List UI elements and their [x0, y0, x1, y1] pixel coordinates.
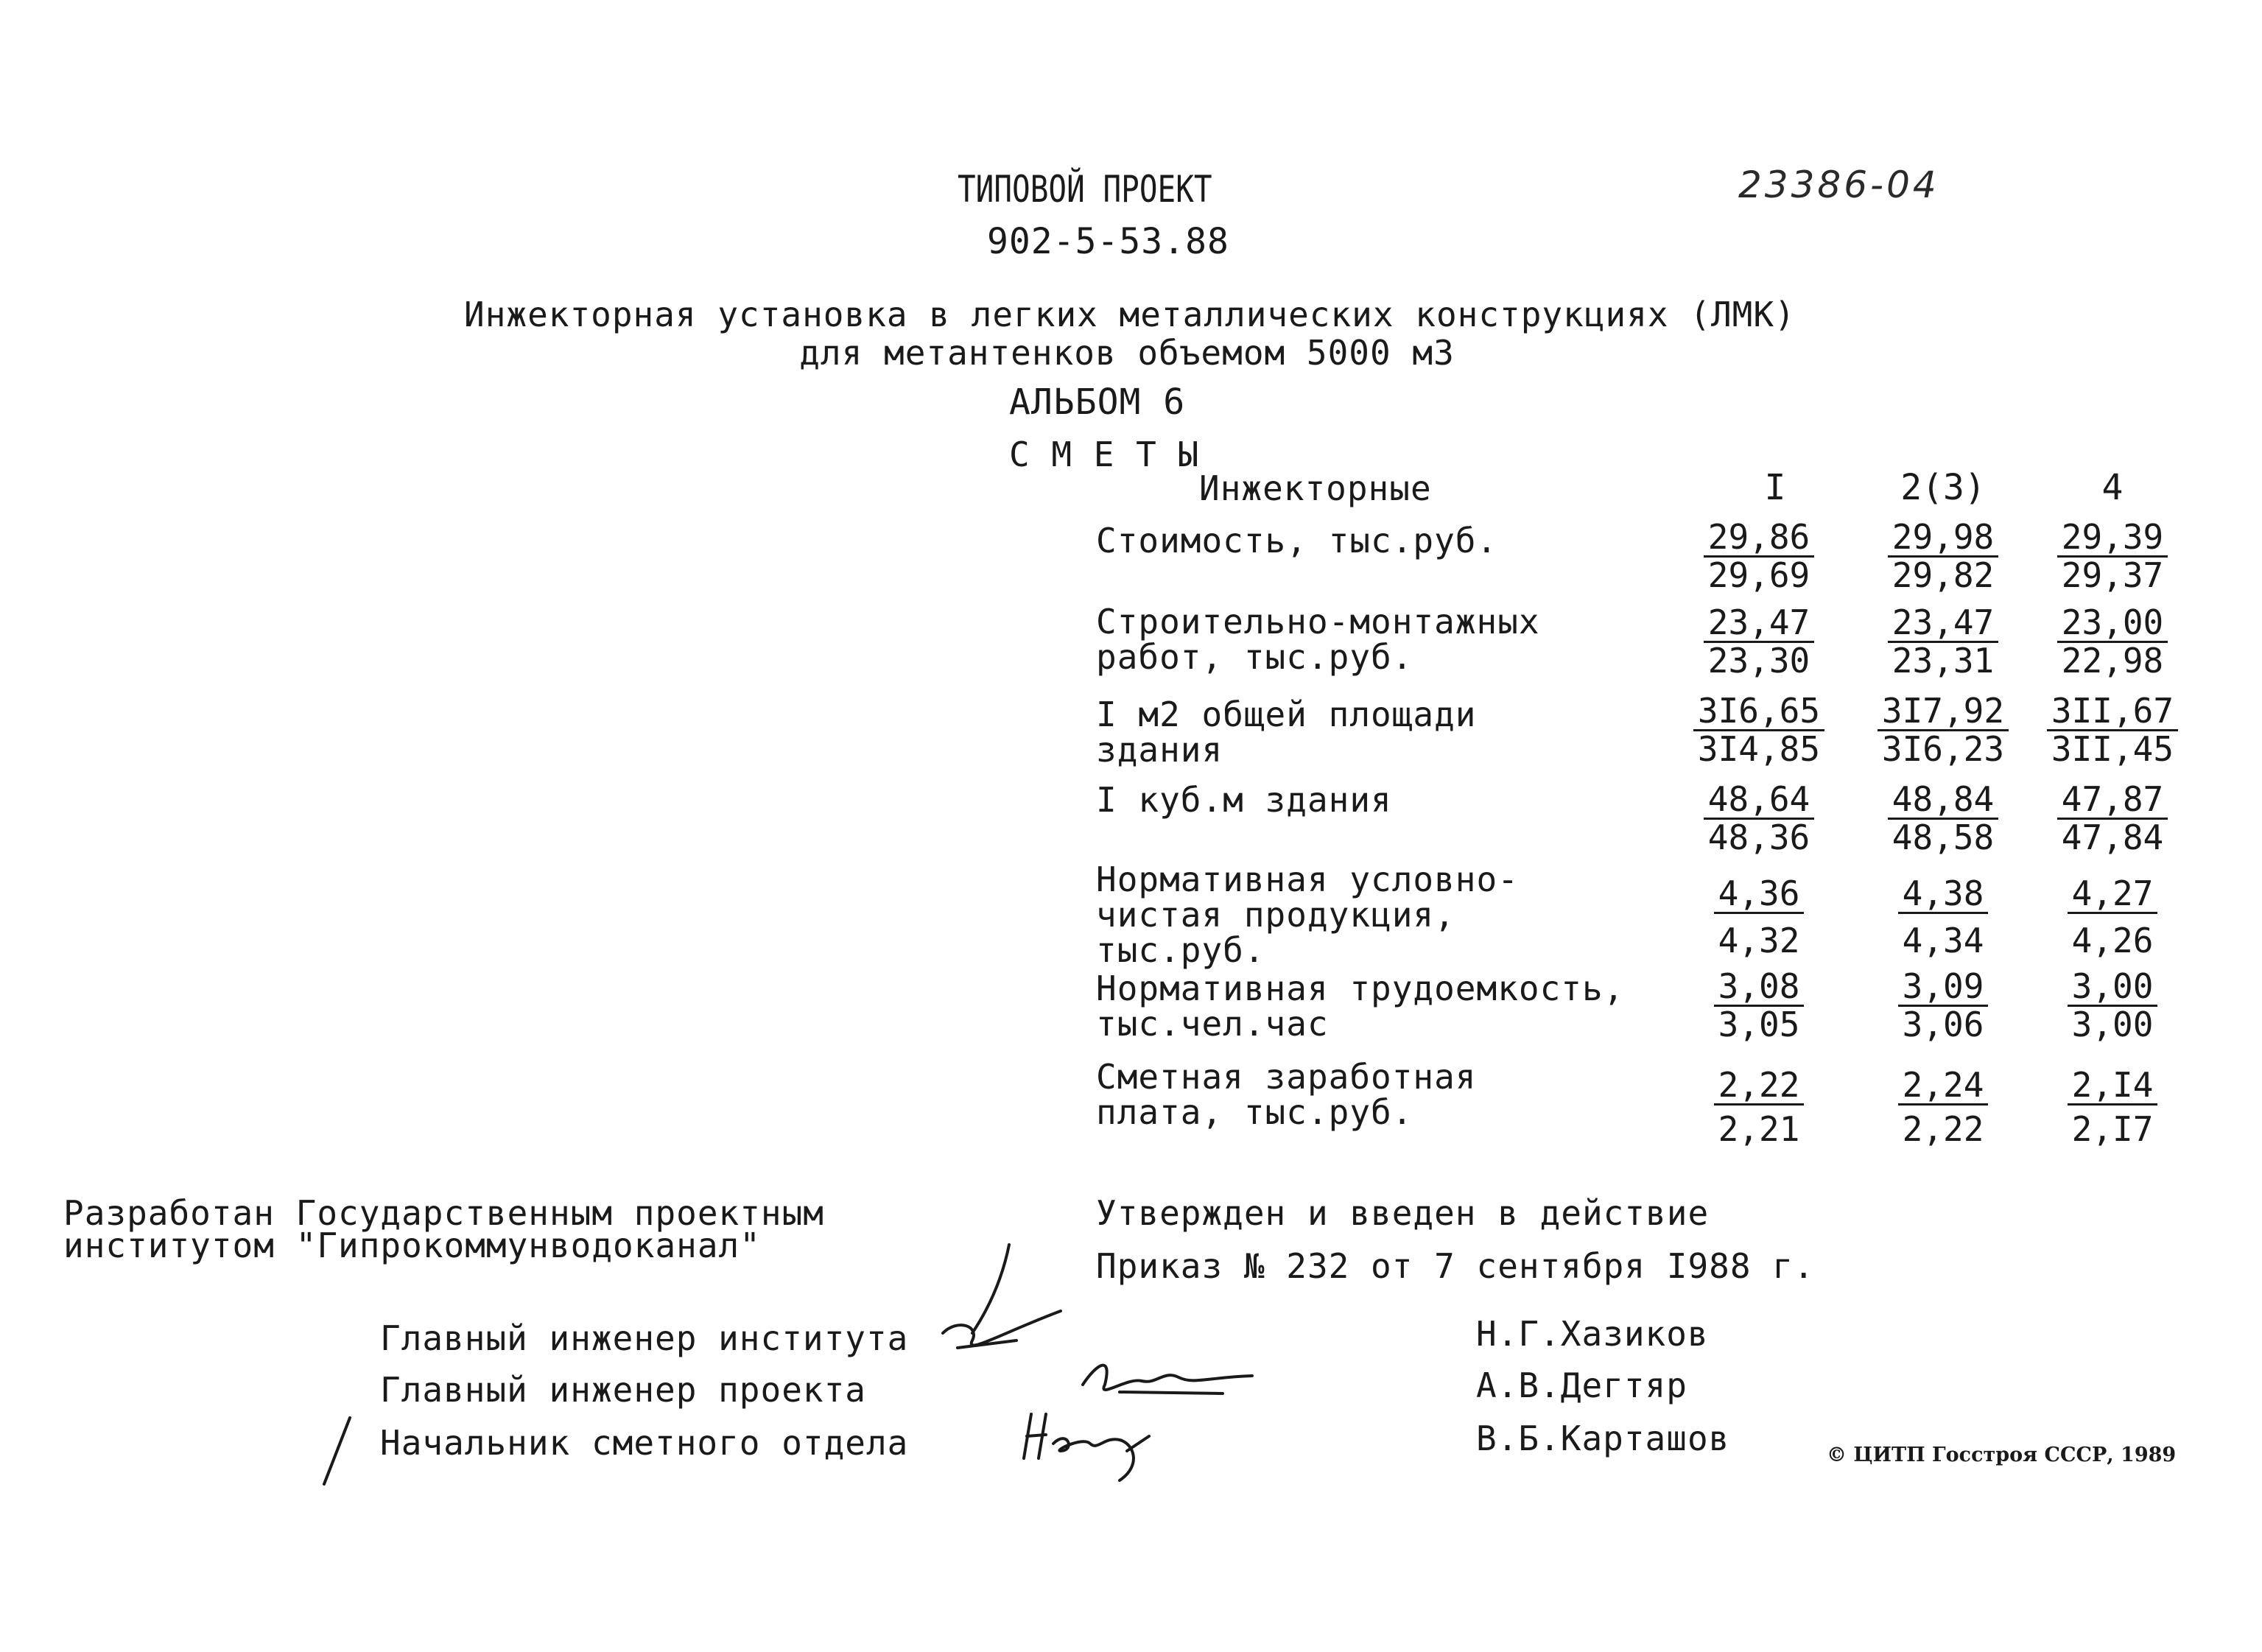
developer-line2: институтом "Гипрокоммунводоканал"	[63, 1226, 761, 1265]
value-cell	[1877, 874, 2009, 958]
value-denominator: 3,05	[1718, 1005, 1800, 1044]
project-type: ТИПОВОЙ ПРОЕКТ	[958, 168, 1212, 211]
project-number: 902-5-53.88	[987, 221, 1229, 262]
value-cell	[2046, 602, 2179, 681]
copyright: © ЦИТП Госстроя СССР, 1989	[1827, 1444, 2177, 1466]
value-cell	[2046, 691, 2179, 767]
document-title-line2: для метантенков объемом 5000 м3	[799, 333, 1455, 373]
value-numerator: 48,84	[1888, 781, 1998, 820]
signatory-name: В.Б.Карташов	[1476, 1419, 1730, 1458]
signatory-name: Н.Г.Хазиков	[1476, 1314, 1709, 1354]
document-title-line1: Инжекторная установка в легких металлических конструкциях (ЛМК)	[464, 295, 1796, 334]
row-label	[1096, 604, 1540, 675]
signature-head-estimate-dept	[1016, 1407, 1179, 1495]
column-header: I	[1764, 467, 1786, 508]
signatory-role: Главный инженер института	[380, 1318, 909, 1358]
value-denominator: 3II,45	[2051, 729, 2174, 769]
row-label-line: плата, тыс.руб.	[1096, 1092, 1413, 1132]
value-denominator: 2,I7	[2071, 1109, 2154, 1149]
value-numerator: 3,08	[1714, 968, 1805, 1007]
row-label-line: Сметная заработная	[1096, 1057, 1477, 1097]
row-label	[1096, 969, 1625, 1044]
value-numerator: 3,00	[2068, 968, 2158, 1007]
value-cell	[1877, 779, 2009, 855]
row-label	[1096, 695, 1477, 770]
value-numerator: 4,38	[1898, 875, 1989, 914]
row-label	[1096, 523, 1497, 558]
value-numerator: 29,98	[1888, 519, 1998, 558]
signatory-name: А.В.Дегтяр	[1476, 1365, 1687, 1405]
value-cell	[1877, 966, 2009, 1042]
row-label-line: тыс.чел.час	[1096, 1004, 1329, 1044]
value-denominator: 3,00	[2071, 1005, 2154, 1044]
row-label-line: I м2 общей площади	[1096, 695, 1477, 734]
value-denominator: 4,34	[1902, 921, 1984, 960]
value-denominator: 4,26	[2071, 921, 2154, 960]
value-denominator: 29,82	[1892, 555, 1995, 595]
value-numerator: 3I6,65	[1693, 692, 1824, 731]
value-denominator: 48,36	[1707, 818, 1810, 857]
album-label: АЛЬБОМ 6	[1009, 382, 1186, 423]
approval-line1: Утвержден и введен в действие	[1096, 1193, 1710, 1233]
value-cell	[1693, 779, 1825, 855]
value-numerator: 29,39	[2057, 519, 2168, 558]
value-cell	[1693, 602, 1825, 681]
approval-line2: Приказ № 232 от 7 сентября I988 г.	[1096, 1246, 1815, 1286]
value-numerator: 23,47	[1704, 604, 1814, 643]
value-denominator: 3I4,85	[1697, 729, 1821, 769]
value-denominator: 48,58	[1892, 818, 1995, 857]
value-denominator: 2,22	[1902, 1109, 1984, 1149]
row-label	[1096, 782, 1392, 818]
row-label-line: Стоимость, тыс.руб.	[1096, 521, 1498, 560]
value-numerator: 3II,67	[2047, 692, 2178, 731]
value-denominator: 3I6,23	[1881, 729, 2005, 769]
section-label: С М Е Т Ы	[1009, 435, 1200, 474]
value-cell	[1693, 517, 1825, 593]
signatory-role: Начальник сметного отдела	[380, 1423, 909, 1463]
value-numerator: 2,22	[1714, 1066, 1805, 1106]
row-label-line: работ, тыс.руб.	[1096, 637, 1413, 677]
value-numerator: 4,27	[2068, 875, 2158, 914]
value-numerator: 29,86	[1704, 519, 1814, 558]
value-cell	[1877, 602, 2009, 681]
value-cell	[1693, 691, 1825, 767]
value-cell	[2046, 779, 2179, 855]
row-label-line: тыс.руб.	[1096, 930, 1265, 970]
value-cell	[2046, 1065, 2179, 1147]
value-cell	[1693, 966, 1825, 1042]
value-numerator: 23,47	[1888, 604, 1998, 643]
value-numerator: 3I7,92	[1878, 692, 2009, 731]
value-cell	[2046, 874, 2179, 958]
table-group-label: Инжекторные	[1199, 468, 1432, 508]
margin-slash-mark	[317, 1414, 361, 1488]
value-numerator: 23,00	[2057, 604, 2168, 643]
value-denominator: 23,30	[1707, 641, 1810, 681]
row-label-line: Нормативная условно-	[1096, 860, 1519, 899]
value-denominator: 4,32	[1718, 921, 1800, 960]
value-denominator: 3,06	[1902, 1005, 1984, 1044]
value-cell	[2046, 966, 2179, 1042]
row-label-line: Строительно-монтажных	[1096, 602, 1540, 642]
value-numerator: 48,64	[1704, 781, 1814, 820]
value-denominator: 29,37	[2061, 555, 2164, 595]
value-cell	[1693, 1065, 1825, 1147]
value-numerator: 3,09	[1898, 968, 1989, 1007]
column-header: 4	[2101, 467, 2124, 508]
value-denominator: 22,98	[2061, 641, 2164, 681]
signatory-role: Главный инженер проекта	[380, 1370, 866, 1410]
row-label-line: Нормативная трудоемкость,	[1096, 969, 1625, 1008]
value-cell	[2046, 517, 2179, 593]
value-denominator: 2,21	[1718, 1109, 1800, 1149]
row-label-line: I куб.м здания	[1096, 780, 1392, 820]
value-cell	[1877, 1065, 2009, 1147]
developer-line1: Разработан Государственным проектным	[63, 1193, 824, 1233]
column-header: 2(3)	[1900, 467, 1986, 508]
value-cell	[1693, 874, 1825, 958]
value-numerator: 4,36	[1714, 875, 1805, 914]
value-numerator: 47,87	[2057, 781, 2168, 820]
value-cell	[1877, 517, 2009, 593]
row-label-line: чистая продукция,	[1096, 895, 1455, 935]
row-label	[1096, 1059, 1477, 1130]
row-label	[1096, 862, 1519, 968]
value-denominator: 47,84	[2061, 818, 2164, 857]
handwritten-number: 23386-04	[1738, 164, 1939, 206]
value-denominator: 29,69	[1707, 555, 1810, 595]
signature-chief-engineer-institute	[928, 1237, 1090, 1355]
value-numerator: 2,I4	[2068, 1066, 2158, 1106]
row-label-line: здания	[1096, 730, 1223, 770]
signature-chief-engineer-project	[1075, 1348, 1267, 1407]
value-numerator: 2,24	[1898, 1066, 1989, 1106]
value-denominator: 23,31	[1892, 641, 1995, 681]
value-cell	[1877, 691, 2009, 767]
